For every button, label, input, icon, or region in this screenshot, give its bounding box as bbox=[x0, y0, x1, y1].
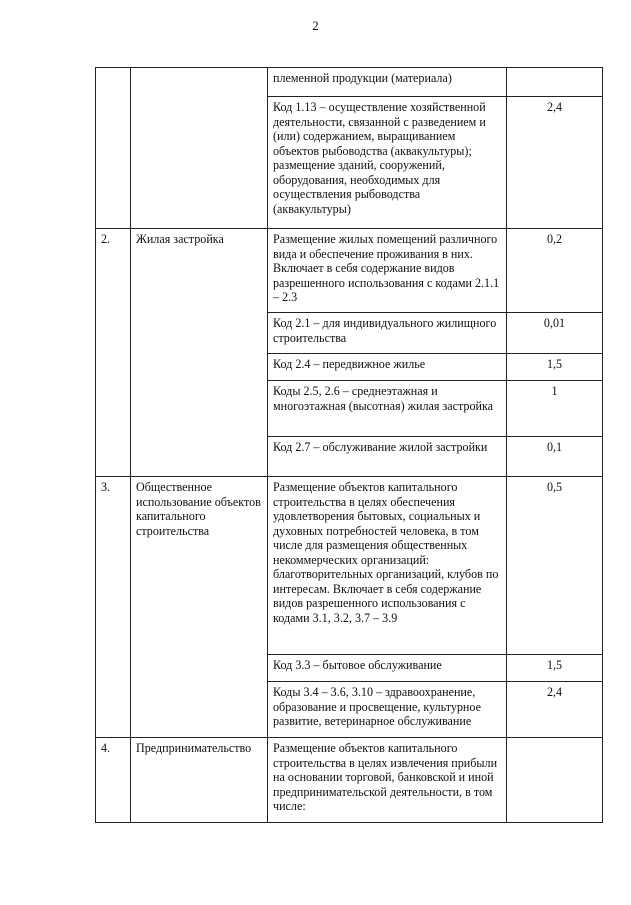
table-row bbox=[96, 68, 603, 97]
use-description-cell: Код 2.4 – передвижное жилье bbox=[268, 354, 507, 381]
coefficient-value-cell: 2,4 bbox=[507, 97, 603, 229]
table-row bbox=[96, 477, 603, 655]
page-number: 2 bbox=[312, 18, 319, 33]
use-description-cell: Код 2.1 – для индивидуального жилищного строительства bbox=[268, 313, 507, 354]
section-name-cell: Общественное использование объектов капитального строительства bbox=[131, 477, 268, 738]
use-description-cell: Код 3.3 – бытовое обслуживание bbox=[268, 655, 507, 682]
section-number-cell bbox=[96, 68, 131, 229]
coefficient-value-cell: 1 bbox=[507, 381, 603, 437]
coefficient-value-cell: 0,01 bbox=[507, 313, 603, 354]
use-description-cell: Размещение объектов капитального строительства в целях извлечения прибыли на основании торговой, банковской и иной предпринимательской деятельности, в том числе: bbox=[268, 738, 507, 823]
table-row bbox=[96, 738, 603, 823]
section-name-cell: Жилая застройка bbox=[131, 229, 268, 477]
section-number-cell: 3. bbox=[96, 477, 131, 738]
use-description-cell: Код 2.7 – обслуживание жилой застройки bbox=[268, 437, 507, 477]
section-name-cell: Предпринимательство bbox=[131, 738, 268, 823]
coefficient-value-cell: 0,5 bbox=[507, 477, 603, 655]
use-description-cell: племенной продукции (материала) bbox=[268, 68, 507, 97]
coefficient-value-cell: 0,1 bbox=[507, 437, 603, 477]
use-description-cell: Размещение объектов капитального строительства в целях обеспечения удовлетворения бытовых, социальных и духовных потребностей человека, в том числе для размещения общественных некоммерческих организаций: благотворительных организаций, клубов по интересам. Включает в себя содержание видов разрешенного использования с кодами 3.1, 3.2, 3.7 – 3.9 bbox=[268, 477, 507, 655]
use-description-cell: Размещение жилых помещений различного вида и обеспечение проживания в них. Включает в себя содержание видов разрешенного использования с кодами 2.1.1 – 2.3 bbox=[268, 229, 507, 313]
section-number-cell: 2. bbox=[96, 229, 131, 477]
use-description-cell: Код 1.13 – осуществление хозяйственной деятельности, связанной с разведением и (или) содержанием, выращиванием объектов рыбоводства (аквакультуры); размещение зданий, сооружений, оборудования, необходимых для осуществления рыбоводства (аквакультуры) bbox=[268, 97, 507, 229]
coefficient-value-cell: 1,5 bbox=[507, 354, 603, 381]
coefficient-value-cell: 0,2 bbox=[507, 229, 603, 313]
land-use-table bbox=[95, 67, 603, 823]
coefficient-value-cell: 2,4 bbox=[507, 682, 603, 738]
section-name-cell bbox=[131, 68, 268, 229]
coefficient-value-cell bbox=[507, 68, 603, 97]
coefficient-value-cell bbox=[507, 738, 603, 823]
coefficient-value-cell: 1,5 bbox=[507, 655, 603, 682]
use-description-cell: Коды 2.5, 2.6 – среднеэтажная и многоэтажная (высотная) жилая застройка bbox=[268, 381, 507, 437]
table-row bbox=[96, 229, 603, 313]
table-body bbox=[96, 68, 603, 823]
section-number-cell: 4. bbox=[96, 738, 131, 823]
use-description-cell: Коды 3.4 – 3.6, 3.10 – здравоохранение, образование и просвещение, культурное развитие, ветеринарное обслуживание bbox=[268, 682, 507, 738]
